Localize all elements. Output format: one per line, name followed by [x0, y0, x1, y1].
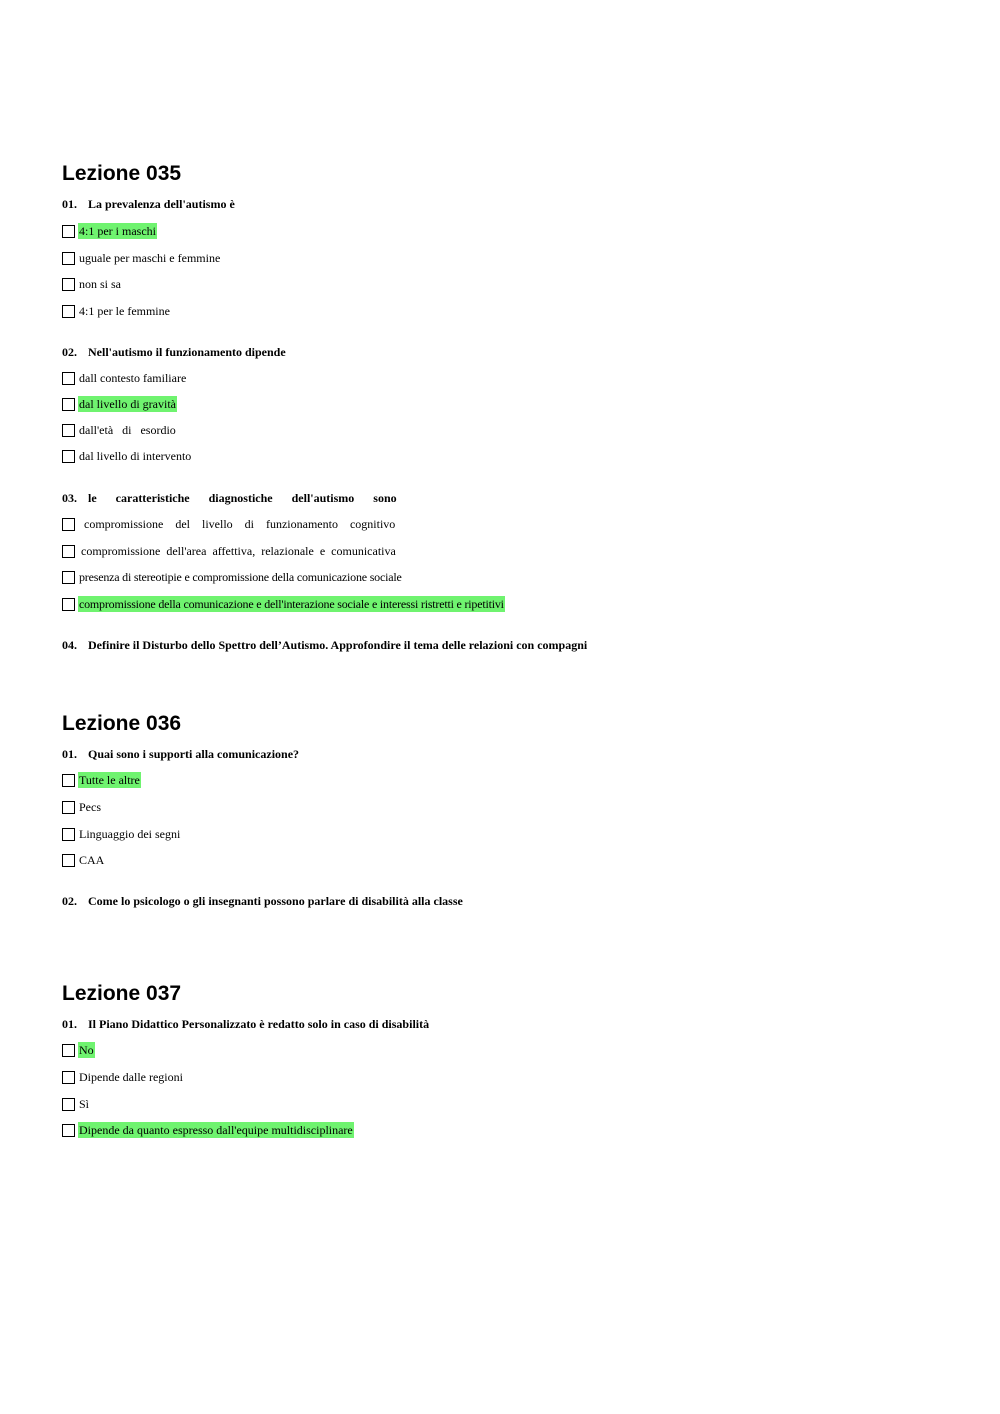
option-list	[62, 1096, 962, 1112]
question-036-01	[62, 746, 962, 762]
option-list	[62, 852, 962, 868]
question-035-02	[62, 344, 962, 360]
question-text: Definire il Disturbo dello Spettro dell’Autismo. Approfondire il tema delle relazioni con compagni	[88, 638, 588, 652]
question-number: 01.	[62, 747, 77, 761]
answer-option[interactable]	[62, 772, 962, 788]
question-number: 01.	[62, 1017, 77, 1031]
question-text: Nell'autismo il funzionamento dipende	[88, 345, 286, 359]
question-number: 02.	[62, 894, 77, 908]
lesson-036	[62, 711, 962, 737]
option-list	[62, 422, 962, 438]
answer-option[interactable]	[62, 1042, 962, 1058]
checkbox[interactable]	[62, 545, 75, 558]
option-text: dal livello di intervento	[79, 449, 192, 463]
answer-option[interactable]	[62, 448, 962, 464]
option-text: compromissione del livello di funzionamento cognitivo	[84, 517, 396, 531]
option-text: presenza di stereotipie e compromissione della comunicazione sociale	[79, 570, 402, 584]
answer-option[interactable]	[62, 826, 962, 842]
answer-option[interactable]	[62, 1069, 962, 1085]
option-list	[62, 396, 962, 412]
checkbox[interactable]	[62, 598, 75, 611]
checkbox[interactable]	[62, 1124, 75, 1137]
option-text: CAA	[79, 853, 105, 867]
option-text: Dipende dalle regioni	[79, 1070, 183, 1084]
option-text: dall'età di esordio	[79, 423, 176, 437]
question-035-01	[62, 196, 962, 212]
question-035-04	[62, 637, 962, 653]
checkbox[interactable]	[62, 1098, 75, 1111]
option-list	[62, 799, 962, 815]
checkbox[interactable]	[62, 854, 75, 867]
answer-option[interactable]	[62, 303, 962, 319]
lesson-title: Lezione 037	[62, 982, 182, 1005]
question-text: Quai sono i supporti alla comunicazione?	[88, 747, 300, 761]
option-list	[62, 1122, 962, 1138]
checkbox[interactable]	[62, 1044, 75, 1057]
question-number: 02.	[62, 345, 77, 359]
checkbox[interactable]	[62, 774, 75, 787]
option-list	[62, 276, 962, 292]
option-text: Sì	[79, 1097, 90, 1111]
checkbox[interactable]	[62, 278, 75, 291]
checkbox[interactable]	[62, 305, 75, 318]
option-list	[62, 303, 962, 319]
checkbox[interactable]	[62, 518, 75, 531]
option-list	[62, 543, 962, 559]
option-list	[62, 596, 962, 612]
option-text: compromissione della comunicazione e dell'interazione sociale e interessi ristretti e ripetitivi	[79, 597, 504, 611]
option-text: 4:1 per i maschi	[79, 224, 156, 238]
answer-option[interactable]	[62, 370, 962, 386]
option-list	[62, 569, 962, 585]
checkbox[interactable]	[62, 225, 75, 238]
checkbox[interactable]	[62, 252, 75, 265]
lesson-title: Lezione 035	[62, 162, 182, 185]
option-list	[62, 826, 962, 842]
option-text: dal livello di gravità	[79, 397, 176, 411]
option-text: dall contesto familiare	[79, 371, 187, 385]
option-text: compromissione dell'area affettiva, relazionale e comunicativa	[81, 544, 396, 558]
question-number: 04.	[62, 638, 77, 652]
question-text: La prevalenza dell'autismo è	[88, 197, 235, 211]
option-list	[62, 772, 962, 788]
checkbox[interactable]	[62, 450, 75, 463]
checkbox[interactable]	[62, 828, 75, 841]
lesson-title: Lezione 036	[62, 712, 182, 735]
option-list	[62, 516, 962, 532]
lesson-035	[62, 161, 962, 187]
lesson-037	[62, 981, 962, 1007]
option-list	[62, 1069, 962, 1085]
answer-option[interactable]	[62, 396, 962, 412]
checkbox[interactable]	[62, 424, 75, 437]
option-list	[62, 1042, 962, 1058]
checkbox[interactable]	[62, 571, 75, 584]
question-text: Come lo psicologo o gli insegnanti possono parlare di disabilità alla classe	[88, 894, 463, 908]
question-037-01	[62, 1016, 962, 1032]
checkbox[interactable]	[62, 398, 75, 411]
answer-option[interactable]	[62, 799, 962, 815]
answer-option[interactable]	[62, 1122, 962, 1138]
option-list	[62, 223, 962, 239]
answer-option[interactable]	[62, 516, 962, 532]
option-list	[62, 250, 962, 266]
answer-option[interactable]	[62, 276, 962, 292]
option-list	[62, 370, 962, 386]
option-list	[62, 448, 962, 464]
question-035-03	[62, 490, 962, 506]
option-text: No	[79, 1043, 94, 1057]
question-036-02	[62, 893, 962, 909]
question-number: 01.	[62, 197, 77, 211]
question-text: le caratteristiche diagnostiche dell'autismo sono	[88, 491, 397, 505]
answer-option[interactable]	[62, 569, 962, 585]
answer-option[interactable]	[62, 250, 962, 266]
option-text: non si sa	[79, 277, 121, 291]
answer-option[interactable]	[62, 852, 962, 868]
answer-option[interactable]	[62, 223, 962, 239]
option-text: uguale per maschi e femmine	[79, 251, 221, 265]
checkbox[interactable]	[62, 372, 75, 385]
option-text: Dipende da quanto espresso dall'equipe multidisciplinare	[79, 1123, 353, 1137]
checkbox[interactable]	[62, 1071, 75, 1084]
answer-option[interactable]	[62, 422, 962, 438]
answer-option[interactable]	[62, 596, 962, 612]
option-text: Tutte le altre	[79, 773, 140, 787]
answer-option[interactable]	[62, 1096, 962, 1112]
option-text: Linguaggio dei segni	[79, 827, 181, 841]
option-text: Pecs	[79, 800, 101, 814]
answer-option[interactable]	[62, 543, 962, 559]
question-number: 03.	[62, 491, 77, 505]
option-text: 4:1 per le femmine	[79, 304, 170, 318]
checkbox[interactable]	[62, 801, 75, 814]
question-text: Il Piano Didattico Personalizzato è redatto solo in caso di disabilità	[88, 1017, 430, 1031]
